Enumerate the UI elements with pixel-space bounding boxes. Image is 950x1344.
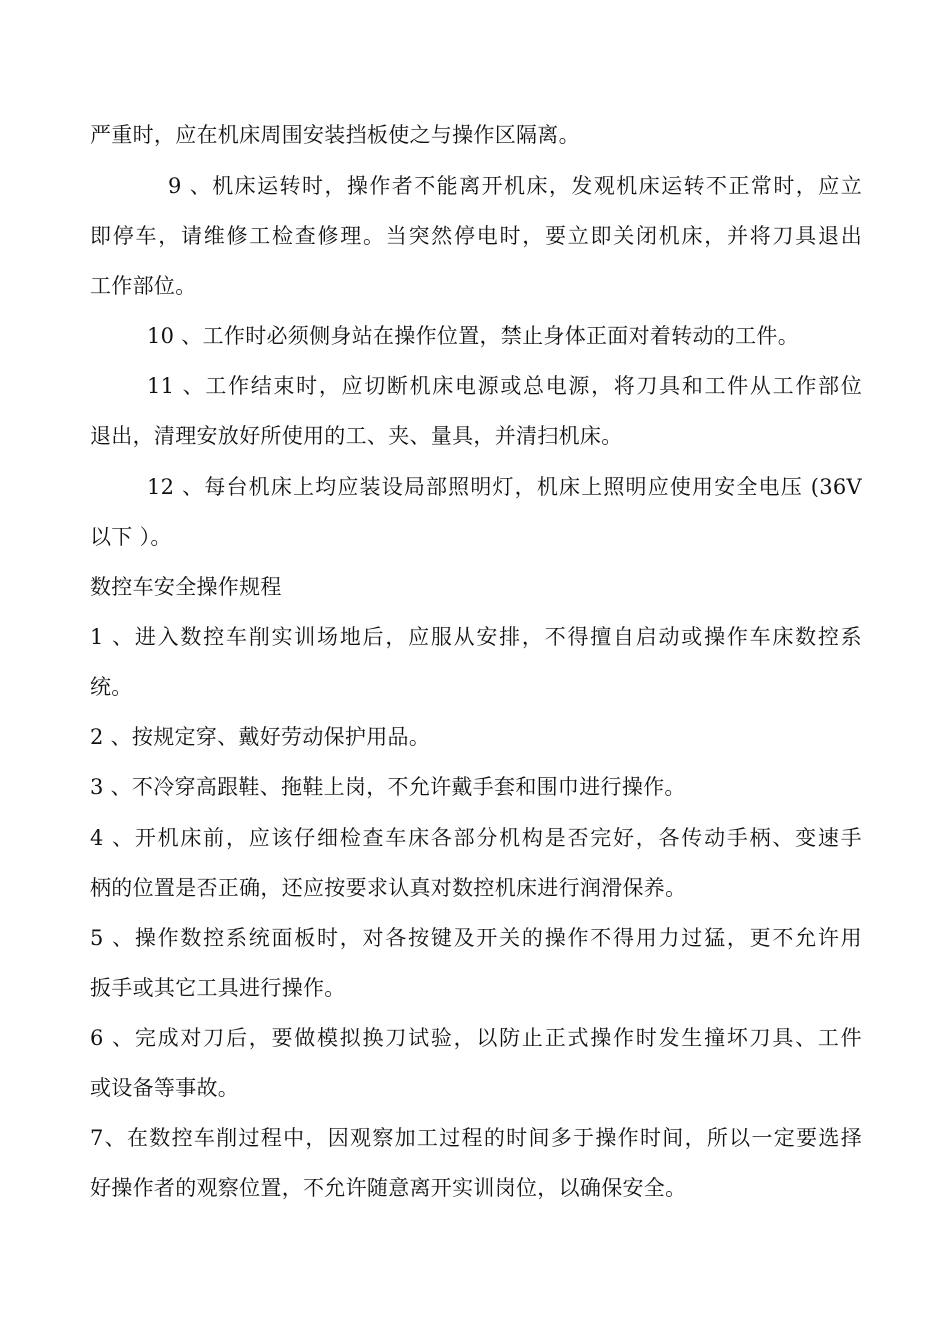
paragraph-line: 工作部位。 — [90, 274, 197, 298]
paragraph-line: 11 、工作结束时，应切断机床电源或总电源，将刀具和工件从工作部位 — [147, 374, 862, 398]
paragraph-line: 12 、每台机床上均应装设局部照明灯，机床上照明应使用安全电压 (36V — [147, 475, 862, 499]
rule-line: 7、在数控车削过程中，因观察加工过程的时间多于操作时间，所以一定要选择 — [90, 1126, 862, 1150]
paragraph-line: 9 、机床运转时，操作者不能离开机床，发观机床运转不正常时，应立 — [168, 174, 862, 198]
paragraph-line: 10 、工作时必须侧身站在操作位置，禁止身体正面对着转动的工件。 — [147, 324, 799, 348]
rule-line: 2 、按规定穿、戴好劳动保护用品。 — [90, 725, 431, 749]
section-title: 数控车安全操作规程 — [90, 575, 282, 599]
rule-line: 1 、进入数控车削实训场地后，应服从安排，不得擅自启动或操作车床数控系 — [90, 625, 862, 649]
rule-line: 柄的位置是否正确，还应按要求认真对数控机床进行润滑保养。 — [90, 876, 687, 900]
paragraph-line: 退出，清理安放好所使用的工、夹、量具，并清扫机床。 — [90, 424, 623, 448]
rule-line: 或设备等事故。 — [90, 1076, 240, 1100]
paragraph-line: 即停车，请维修工检查修理。当突然停电时，要立即关闭机床，并将刀具退出 — [90, 224, 862, 248]
rule-line: 扳手或其它工具进行操作。 — [90, 976, 346, 1000]
paragraph-line: 以下 ）。 — [90, 525, 172, 549]
rule-line: 4 、开机床前，应该仔细检查车床各部分机构是否完好，各传动手柄、变速手 — [90, 826, 862, 850]
rule-line: 统。 — [90, 675, 133, 699]
rule-line: 6 、完成对刀后，要做模拟换刀试验，以防止正式操作时发生撞坏刀具、工件 — [90, 1026, 862, 1050]
rule-line: 5 、操作数控系统面板时，对各按键及开关的操作不得用力过猛，更不允许用 — [90, 926, 862, 950]
rule-line: 好操作者的观察位置，不允许随意离开实训岗位，以确保安全。 — [90, 1176, 687, 1200]
rule-line: 3 、不冷穿高跟鞋、拖鞋上岗，不允许戴手套和围巾进行操作。 — [90, 775, 686, 799]
paragraph-line: 严重时，应在机床周围安装挡板使之与操作区隔离。 — [90, 123, 580, 147]
